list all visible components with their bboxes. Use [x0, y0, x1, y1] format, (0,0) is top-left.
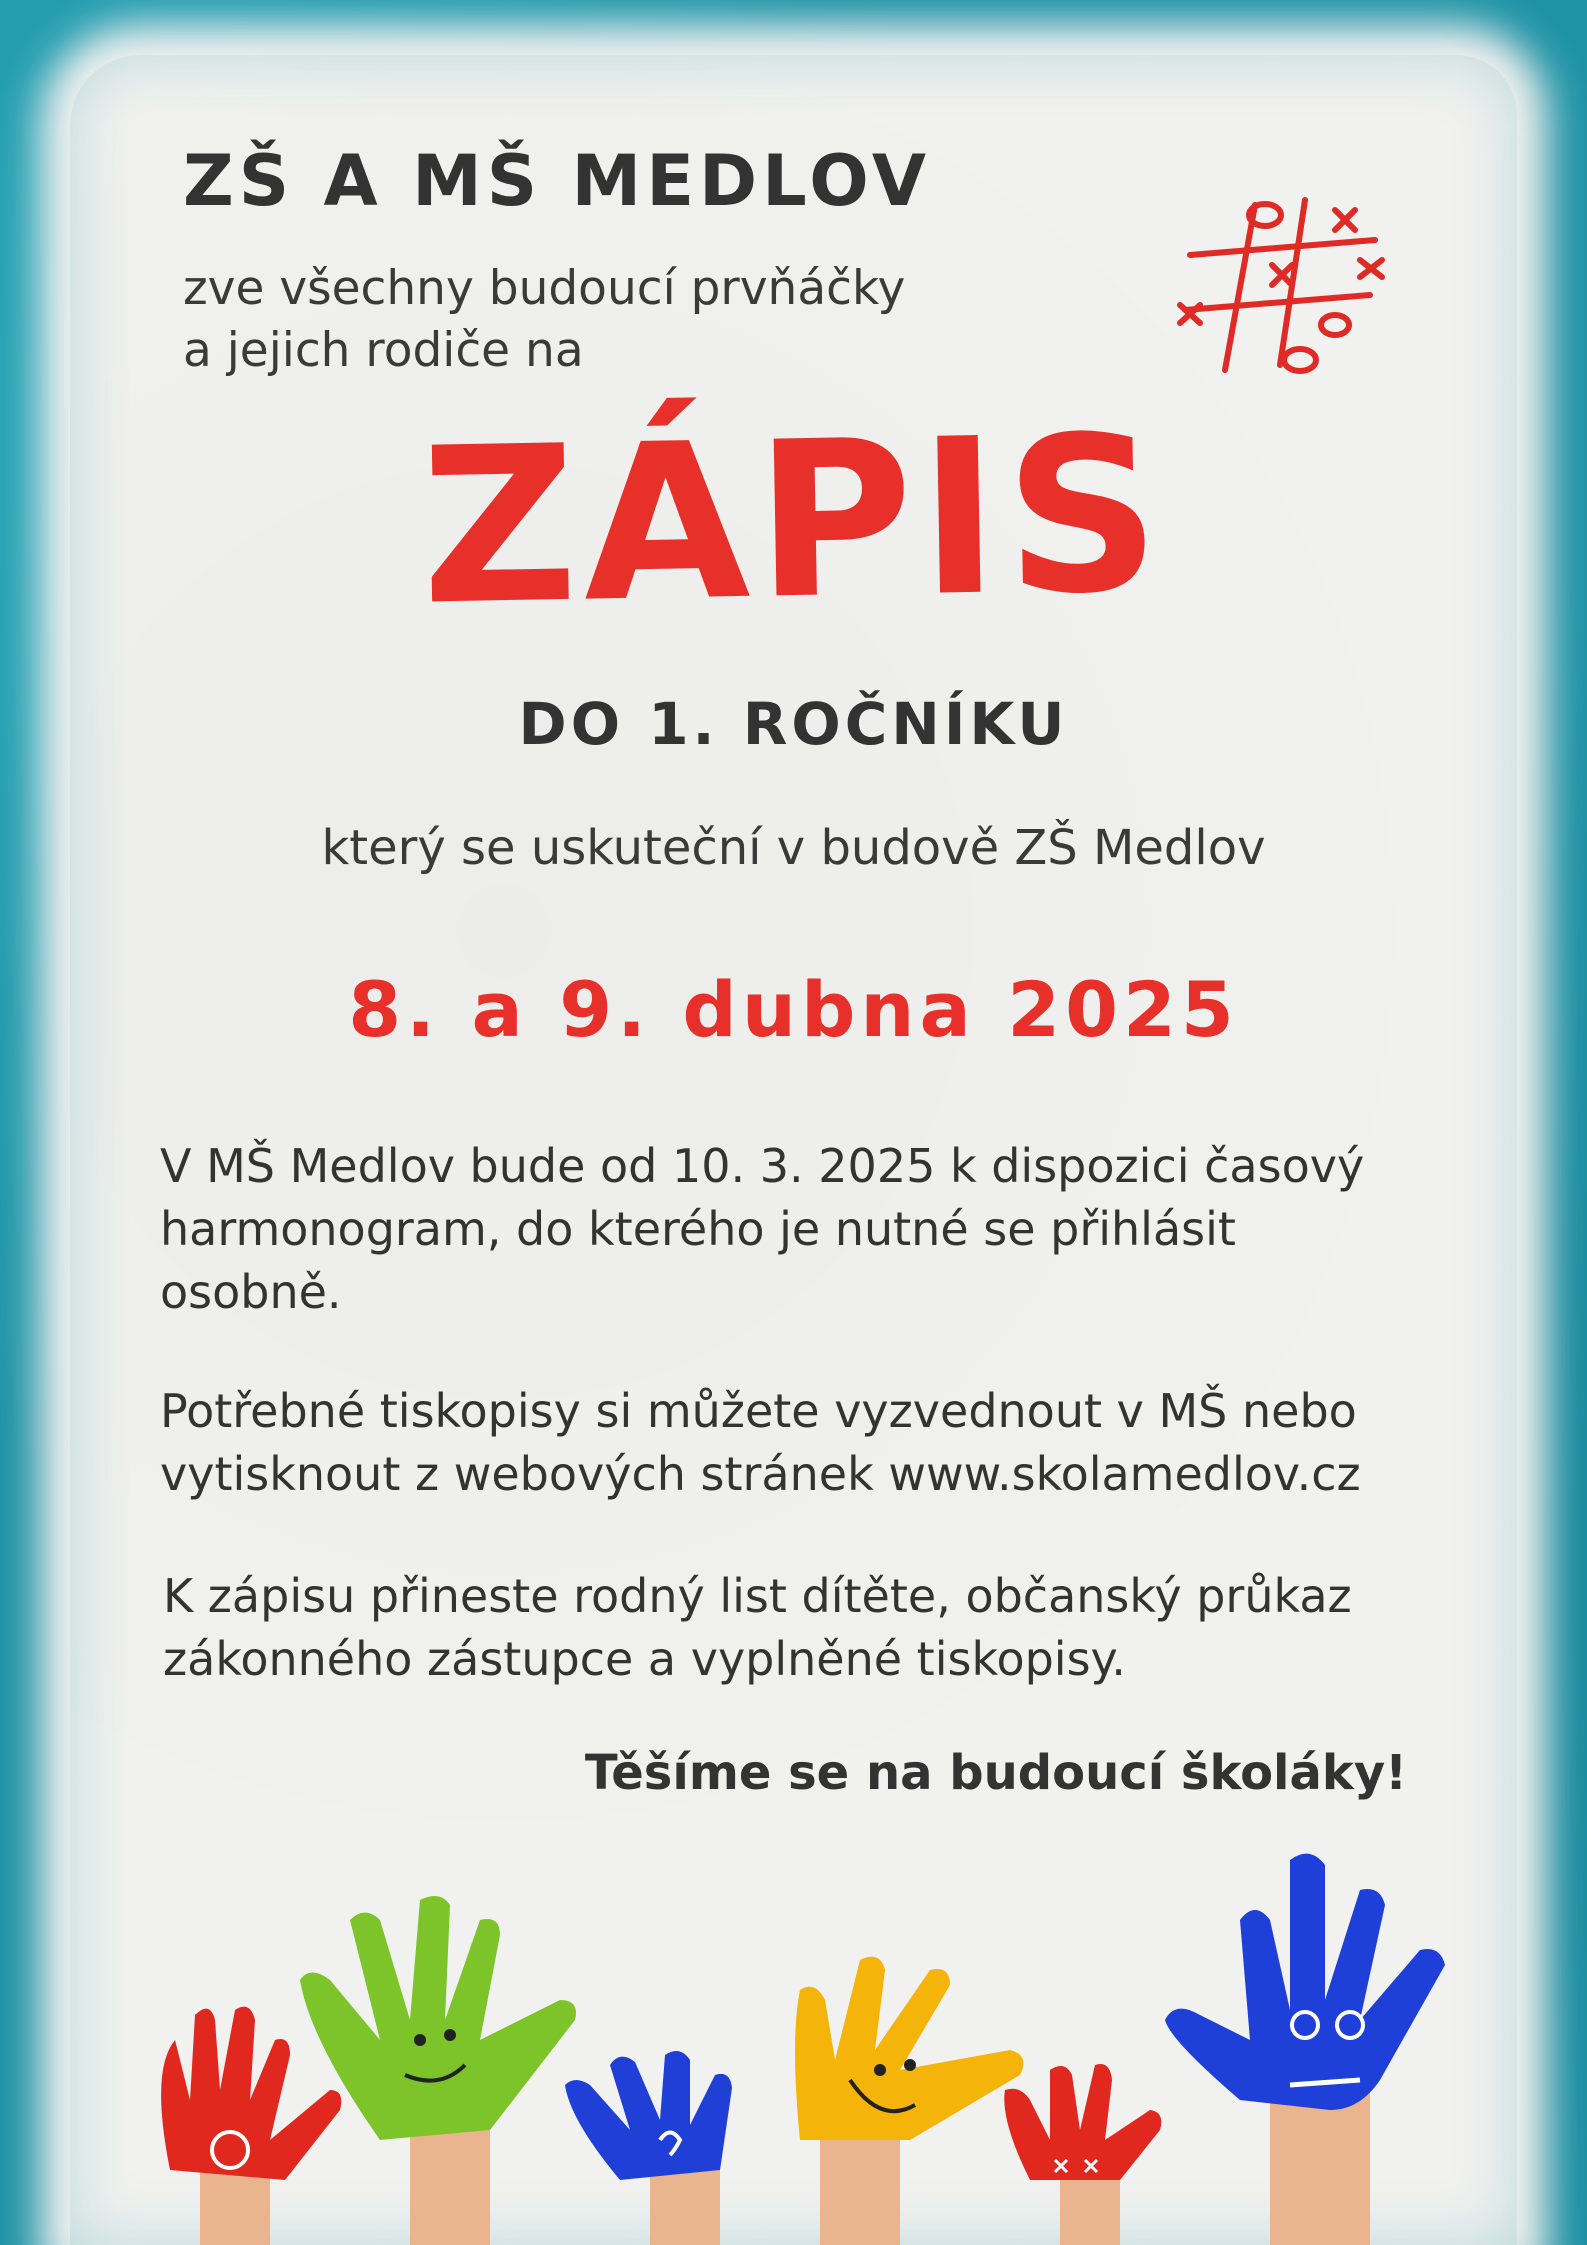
- red-hand-small-icon: [1004, 2064, 1161, 2245]
- paragraph-line: vytisknout z webových stránek www.skolamedlov.cz: [160, 1447, 1361, 1501]
- invitation-text: [183, 258, 905, 382]
- event-title: ZÁPIS: [419, 388, 1168, 653]
- paragraph-line: harmonogram, do kterého je nutné se přihlásit: [160, 1202, 1236, 1256]
- event-subtitle: DO 1. ROČNÍKU: [518, 690, 1069, 758]
- invite-line-2: a jejich rodiče na: [183, 323, 584, 378]
- green-hand-icon: [300, 1896, 576, 2245]
- paragraph-line: osobně.: [160, 1265, 342, 1319]
- closing-line: Těšíme se na budoucí školáky!: [584, 1745, 1407, 1801]
- paragraph-line: V MŠ Medlov bude od 10. 3. 2025 k dispozici časový: [160, 1139, 1365, 1193]
- red-hand-icon: [161, 2007, 341, 2245]
- paragraph-line: zákonného zástupce a vyplněné tiskopisy.: [163, 1632, 1126, 1686]
- event-venue: který se uskuteční v budově ZŠ Medlov: [321, 820, 1266, 876]
- painted-hands-illustration: [0, 1840, 1587, 2245]
- blue-hand-large-icon: [1165, 1854, 1445, 2245]
- yellow-hand-icon: [795, 1957, 1023, 2245]
- paragraph-schedule: [160, 1135, 1460, 1324]
- paragraph-line: K zápisu přineste rodný list dítěte, občanský průkaz: [163, 1569, 1352, 1623]
- blue-hand-small-icon: [565, 2051, 732, 2245]
- invite-line-1: zve všechny budoucí prvňáčky: [183, 261, 906, 316]
- paragraph-documents: [163, 1565, 1463, 1691]
- paragraph-forms: [160, 1380, 1460, 1506]
- event-date: 8. a 9. dubna 2025: [348, 965, 1239, 1054]
- tic-tac-toe-icon: [1170, 185, 1400, 385]
- paragraph-line: Potřebné tiskopisy si můžete vyzvednout v MŠ nebo: [160, 1384, 1357, 1438]
- school-name: ZŠ A MŠ MEDLOV: [183, 140, 932, 222]
